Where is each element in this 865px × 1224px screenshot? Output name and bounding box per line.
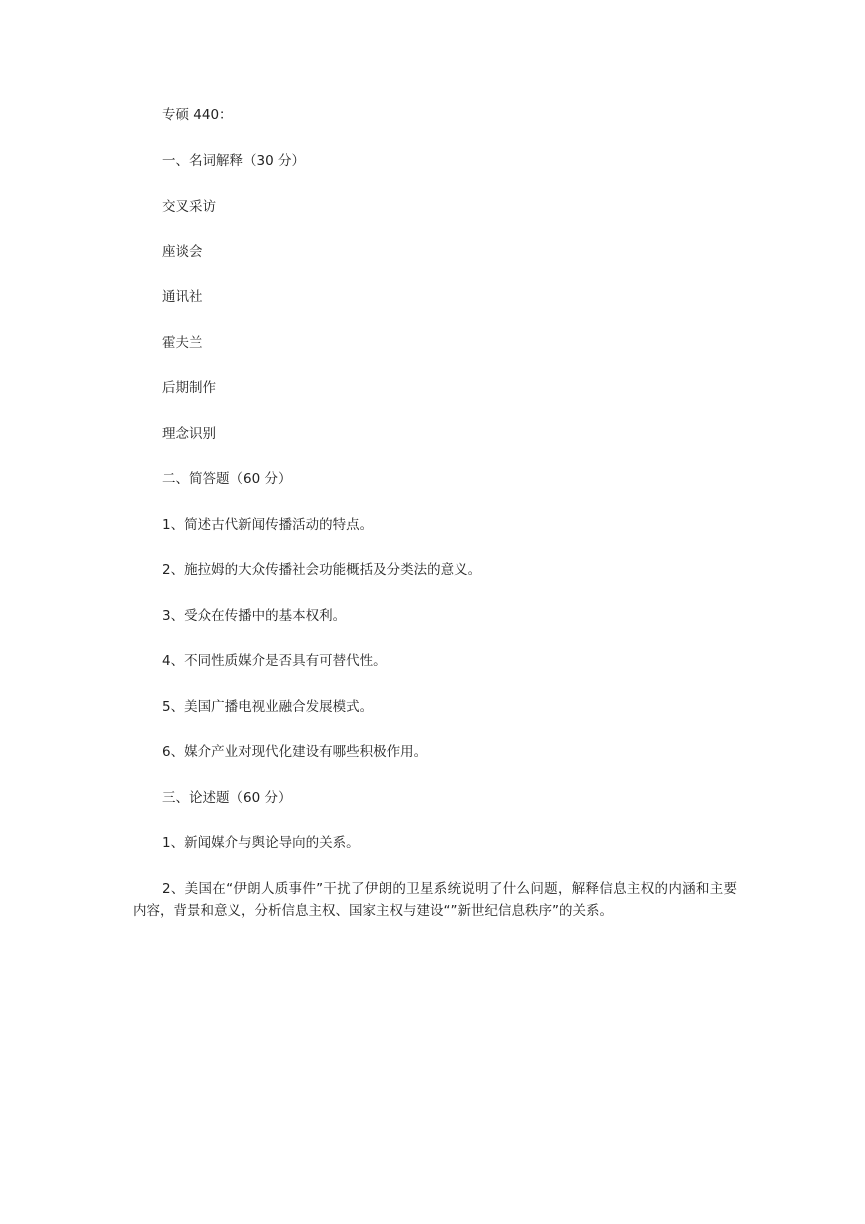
essay-item: 1、新闻媒介与舆论导向的关系。 [162,835,360,851]
term-item: 座谈会 [162,244,203,260]
question-item: 3、受众在传播中的基本权利。 [162,608,347,624]
section3-title: 三、论述题（60 分） [162,790,292,806]
question-item: 6、媒介产业对现代化建设有哪些积极作用。 [162,744,428,760]
document-header: 专硕 440： [162,107,233,123]
term-item: 霍夫兰 [162,335,203,351]
question-item: 1、简述古代新闻传播活动的特点。 [162,517,374,533]
term-item: 后期制作 [162,380,216,396]
section1-title: 一、名词解释（30 分） [162,153,305,169]
term-item: 理念识别 [162,426,216,442]
question-item: 5、美国广播电视业融合发展模式。 [162,699,374,715]
essay-item: 2、美国在“伊朗人质事件”干扰了伊朗的卫星系统说明了什么问题，解释信息主权的内涵和主要内容，背景和意义，分析信息主权、国家主权与建设“”新世纪信息秩序”的关系。 [133,881,737,919]
question-item: 4、不同性质媒介是否具有可替代性。 [162,653,387,669]
term-item: 交叉采访 [162,199,216,215]
section2-title: 二、简答题（60 分） [162,471,292,487]
question-item: 2、施拉姆的大众传播社会功能概括及分类法的意义。 [162,562,482,578]
term-item: 通讯社 [162,289,203,305]
